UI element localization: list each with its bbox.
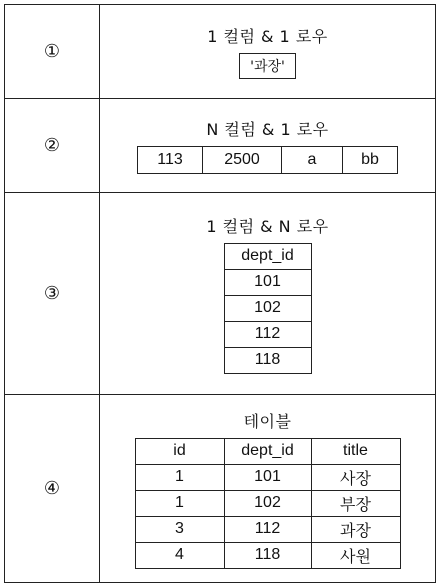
row-2 bbox=[5, 99, 436, 193]
table-row bbox=[135, 516, 400, 542]
cell: 사원 bbox=[311, 542, 400, 568]
cell: 101 bbox=[224, 269, 311, 295]
row-content bbox=[100, 5, 436, 99]
row-number: ③ bbox=[5, 193, 100, 395]
row-caption: 테이블 bbox=[243, 411, 292, 431]
row-caption: N 컬럼 & 1 로우 bbox=[206, 120, 329, 139]
row-content bbox=[100, 193, 436, 395]
table-row bbox=[135, 490, 400, 516]
row-number: ④ bbox=[5, 395, 100, 583]
row-3 bbox=[5, 193, 436, 395]
cell: 2500 bbox=[203, 147, 282, 174]
cell: 118 bbox=[224, 542, 311, 568]
row-caption: 1 컬럼 & 1 로우 bbox=[207, 27, 328, 46]
cell: 1 bbox=[135, 464, 224, 490]
row-content bbox=[100, 99, 436, 193]
cell: 1 bbox=[135, 490, 224, 516]
row-number: ① bbox=[5, 5, 100, 99]
row-1 bbox=[5, 5, 436, 99]
cell: a bbox=[282, 147, 343, 174]
cell: 102 bbox=[224, 295, 311, 321]
cell: 사장 bbox=[311, 464, 400, 490]
full-table bbox=[135, 438, 401, 569]
table-header-row bbox=[135, 438, 400, 464]
cell: 과장 bbox=[311, 516, 400, 542]
single-column-table bbox=[224, 243, 312, 374]
table-row bbox=[135, 542, 400, 568]
cell: 112 bbox=[224, 516, 311, 542]
cell: 112 bbox=[224, 321, 311, 347]
cell: 4 bbox=[135, 542, 224, 568]
cell: 부장 bbox=[311, 490, 400, 516]
column-header: dept_id bbox=[224, 243, 311, 269]
cell: 101 bbox=[224, 464, 311, 490]
row-number: ② bbox=[5, 99, 100, 193]
row-4 bbox=[5, 395, 436, 583]
row-caption: 1 컬럼 & N 로우 bbox=[206, 216, 329, 236]
cell: bb bbox=[343, 147, 398, 174]
column-header: dept_id bbox=[224, 438, 311, 464]
cell: 118 bbox=[224, 347, 311, 373]
scalar-value-box: '과장' bbox=[239, 53, 296, 79]
table-row bbox=[135, 464, 400, 490]
column-header: title bbox=[311, 438, 400, 464]
row-content bbox=[100, 395, 436, 583]
cell: 3 bbox=[135, 516, 224, 542]
single-row-table bbox=[137, 146, 398, 174]
column-header: id bbox=[135, 438, 224, 464]
result-types-table bbox=[4, 4, 436, 583]
cell: 102 bbox=[224, 490, 311, 516]
cell: 113 bbox=[138, 147, 203, 174]
